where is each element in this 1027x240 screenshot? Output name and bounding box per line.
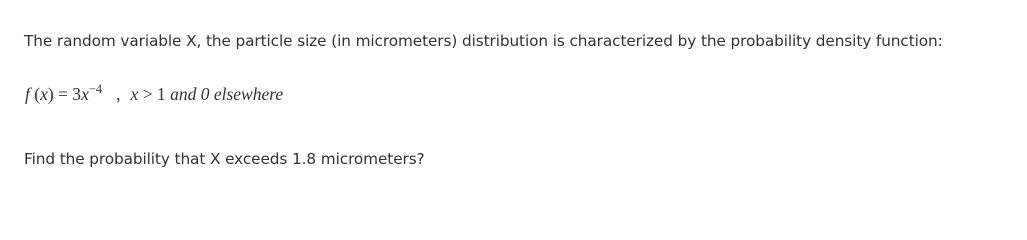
formula-open-paren: ( — [29, 84, 41, 104]
formula-condition-bound: > 1 — [138, 84, 171, 104]
formula-equals-coefficient: ) = 3 — [47, 84, 82, 104]
formula-condition-otherwise: and 0 elsewhere — [170, 84, 284, 104]
formula-argument: x — [40, 84, 48, 104]
formula-exponent: −4 — [88, 82, 103, 96]
formula-function-name: f — [25, 84, 30, 104]
problem-question: Find the probability that X exceeds 1.8 micrometers? — [24, 150, 425, 168]
pdf-formula — [25, 82, 283, 106]
formula-base: x — [81, 84, 89, 104]
formula-condition-variable: x — [130, 84, 139, 104]
formula-comma: , — [116, 84, 121, 104]
problem-statement: The random variable X, the particle size (in micrometers) distribution is characterized by the probability density function: — [24, 32, 943, 50]
